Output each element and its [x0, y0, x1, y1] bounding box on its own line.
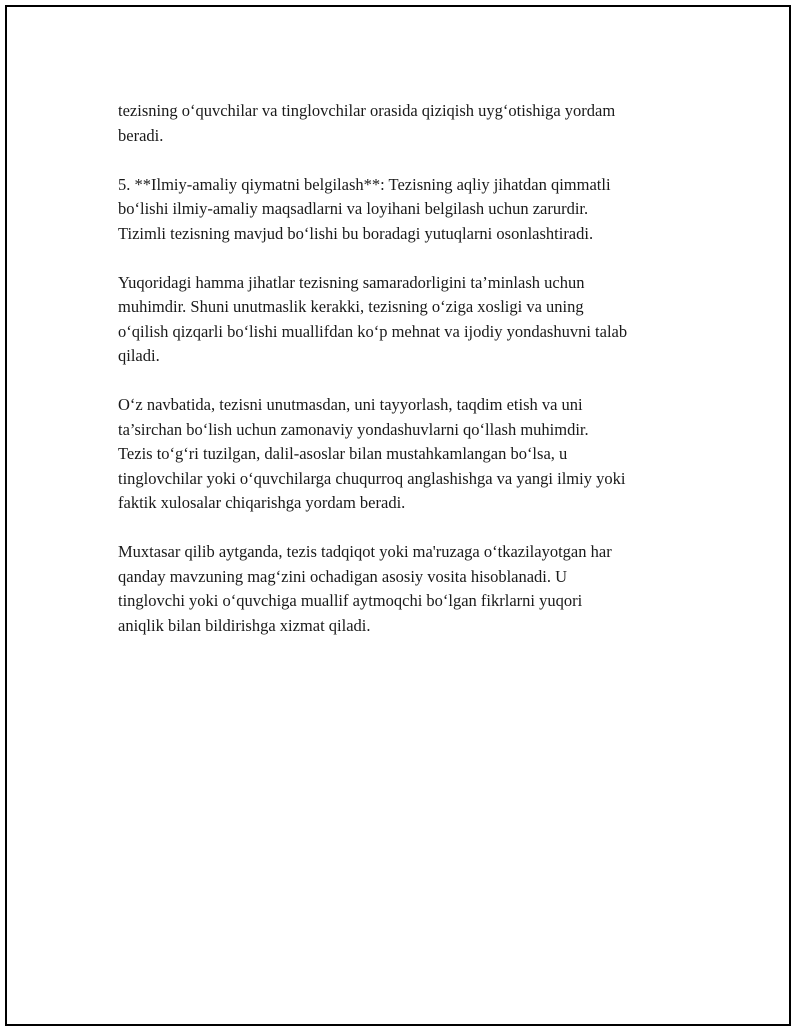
text-line: o‘qilish qizqarli bo‘lishi muallifdan ko‘p mehnat va ijodiy yondashuvni talab	[118, 321, 628, 341]
text-line: Tezis to‘g‘ri tuzilgan, dalil-asoslar bilan mustahkamlangan bo‘lsa, u	[118, 444, 568, 463]
text-line: qanday mavzuning mag‘zini ochadigan asosiy vosita hisoblanadi. U	[118, 566, 568, 586]
paragraph-1	[118, 99, 708, 148]
text-line: tezisning o‘quvchilar va tinglovchilar orasida qiziqish uyg‘otishiga yordam	[118, 101, 616, 120]
text-line: Yuqoridagi hamma jihatlar tezisning samaradorligini ta’minlash uchun	[118, 272, 585, 292]
text-line: O‘z navbatida, tezisni unutmasdan, uni tayyorlash, taqdim etish va uni	[118, 395, 583, 414]
text-line: qiladi.	[118, 346, 160, 365]
text-line: Muxtasar qilib aytganda, tezis tadqiqot yoki ma'ruzaga o‘tkazilayotgan har	[118, 542, 612, 561]
paragraph-2	[118, 173, 708, 247]
text-line: Tizimli tezisning mavjud bo‘lishi bu boradagi yutuqlarni osonlashtiradi.	[118, 223, 594, 243]
paragraph-3	[118, 271, 708, 369]
text-line: muhimdir. Shuni unutmaslik kerakki, tezisning o‘ziga xosligi va uning	[118, 297, 584, 316]
text-line: 5. **Ilmiy-amaliy qiymatni belgilash**: Tezisning aqliy jihatdan qimmatli	[118, 174, 611, 194]
text-line: aniqlik bilan bildirishga xizmat qiladi.	[118, 615, 371, 635]
paragraph-5	[118, 540, 708, 638]
text-line: ta’sirchan bo‘lish uchun zamonaviy yondashuvlarni qo‘llash muhimdir.	[118, 419, 589, 439]
text-line: tinglovchi yoki o‘quvchiga muallif aytmoqchi bo‘lgan fikrlarni yuqori	[118, 591, 583, 610]
text-line: bo‘lishi ilmiy-amaliy maqsadlarni va loyihani belgilash uchun zarurdir.	[118, 199, 589, 218]
paragraph-4	[118, 393, 708, 516]
text-line: beradi.	[118, 125, 164, 145]
document-body	[118, 99, 708, 663]
text-line: faktik xulosalar chiqarishga yordam beradi.	[118, 493, 406, 512]
document-page	[5, 5, 791, 1026]
text-line: tinglovchilar yoki o‘quvchilarga chuqurroq anglashishga va yangi ilmiy yoki	[118, 468, 626, 488]
